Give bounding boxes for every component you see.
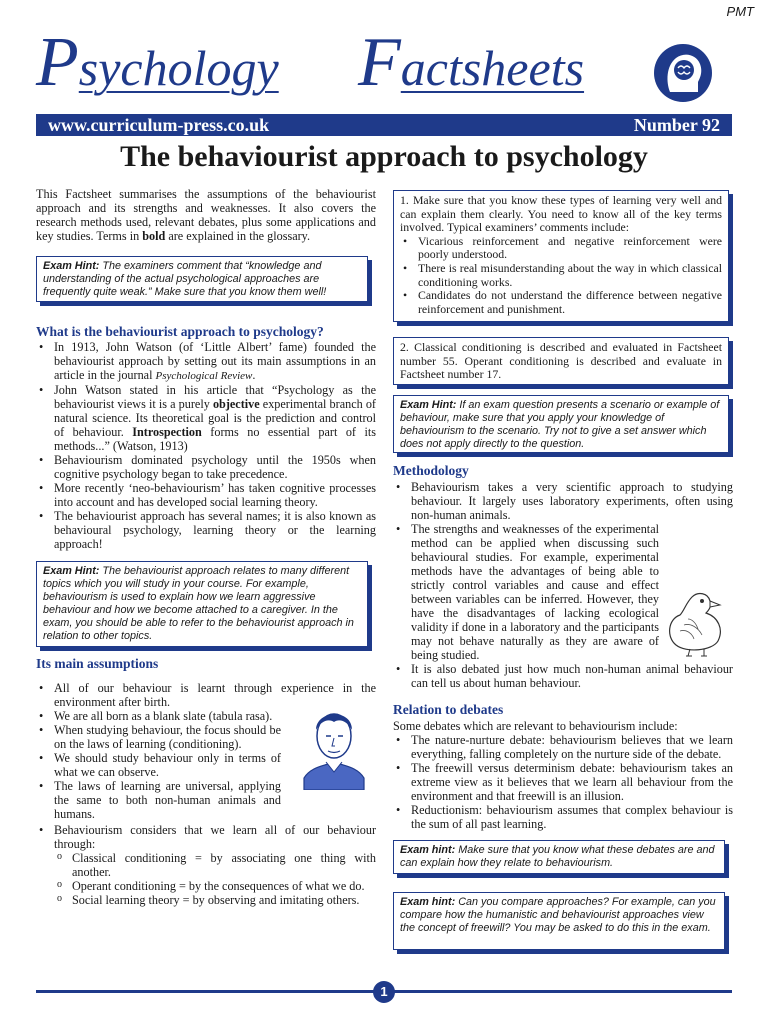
list-item: • It is also debated just how much non-human animal behaviour can tell us about human behaviour. xyxy=(393,662,733,690)
journal-name: Psychological Review xyxy=(155,370,253,382)
chick-icon xyxy=(662,583,732,657)
sublist-item: o Social learning theory = by observing and imitating others. xyxy=(54,893,376,907)
sublist-item: o Operant conditioning = by the consequences of what we do. xyxy=(54,879,376,893)
list-item: • Candidates do not understand the difference between negative reinforcement and punishment. xyxy=(400,289,722,316)
list-item: • We are all born as a blank slate (tabula rasa). xyxy=(36,709,281,723)
debates-list xyxy=(393,733,733,831)
list-item: • The behaviourist approach has several names; it is also known as behavioural psychology, learning theory or the learning approach! xyxy=(36,509,376,551)
exam-hint-box xyxy=(393,395,729,453)
list-item: • Behaviourism takes a very scientific approach to studying behaviour. It largely uses laboratory experiments, often using non-human animals. xyxy=(393,480,733,522)
hint-label: Exam Hint: xyxy=(400,399,457,411)
hint-text: The behaviourist approach relates to many different topics which you will study in your course. For example, behaviourism is used to explain how we learn aggressive behaviour and how we become attached to a caregiver. In the exam, you should be able to refer to the behaviourist approach in relation to other topics. xyxy=(43,565,354,642)
learning-sublist xyxy=(54,851,376,907)
masthead-cap-p: P xyxy=(36,24,79,101)
intro-text-end: are explained in the glossary. xyxy=(165,229,311,243)
hint-label: Exam Hint: xyxy=(43,260,100,272)
list-item: • Behaviourism dominated psychology until the 1950s when cognitive psychology began to take precedence. xyxy=(36,453,376,481)
list-item: • We should study behaviour only in terms of what we can observe. xyxy=(36,751,281,779)
sublist-item: o Classical conditioning = by associating one thing with another. xyxy=(54,851,376,879)
hint-text: Make sure that you know what these debates are and can explain how they relate to behaviourism. xyxy=(400,844,715,869)
list-item xyxy=(36,340,376,383)
head-brain-logo-icon xyxy=(652,42,714,104)
section-heading: What is the behaviourist approach to psychology? xyxy=(36,324,324,339)
debates-intro: Some debates which are relevant to behaviourism include: xyxy=(393,719,678,733)
masthead xyxy=(36,24,726,110)
hint-text: The examiners comment that “knowledge and understanding of the actual psychological approaches are frequently quite weak.” Make sure that you know them well! xyxy=(43,260,327,298)
list-item: • Vicarious reinforcement and negative reinforcement were poorly understood. xyxy=(400,235,722,262)
masthead-cap-f: F xyxy=(358,24,401,101)
item-text: Behaviourism considers that we learn all of our behaviour through: xyxy=(54,823,376,851)
list-item xyxy=(36,383,376,453)
section-heading: Relation to debates xyxy=(393,702,504,717)
corner-tag: PMT xyxy=(726,4,754,19)
item-text: John Watson stated in his article that “Psychology as the behaviourist views it is a purely xyxy=(54,383,376,411)
list-item: • Reductionism: behaviourism assumes that complex behaviour is the sum of all past learning. xyxy=(393,803,733,831)
list-item: • There is real misunderstanding about the way in which classical conditioning works. xyxy=(400,262,722,289)
page-number: 1 xyxy=(373,981,395,1003)
assumptions-bottom xyxy=(36,823,376,907)
hint-text: Can you compare approaches? For example, can you compare how the humanistic and behaviourist approaches view the concept of freewill? You may be asked to do this in the exam. xyxy=(400,896,716,934)
box-list xyxy=(400,235,722,317)
hint-label: Exam hint: xyxy=(400,896,456,908)
masthead-word-factsheets xyxy=(358,24,585,101)
learning-types-list xyxy=(36,823,376,907)
hint-label: Exam Hint: xyxy=(43,565,100,577)
list-item: • More recently ‘neo-behaviourism’ has taken cognitive processes into account and has developed social learning theory. xyxy=(36,481,376,509)
exam-hint-box xyxy=(393,892,725,950)
man-portrait-icon xyxy=(300,700,368,790)
term-objective: objective xyxy=(212,397,260,411)
debates-section xyxy=(393,719,733,831)
section-heading: Its main assumptions xyxy=(36,656,159,671)
item-text: experimental branch of natural science. Its theoretical goal is the prediction and control of behaviour. xyxy=(54,397,376,439)
section-heading: Methodology xyxy=(393,463,469,478)
what-list xyxy=(36,340,376,551)
list-item: • The laws of learning are universal, applying the same to both non-human animals and humans. xyxy=(36,779,281,821)
website-link[interactable]: www.curriculum-press.co.uk xyxy=(48,115,270,135)
list-item: • When studying behaviour, the focus should be on the laws of learning (conditioning). xyxy=(36,723,281,751)
hint-label: Exam hint: xyxy=(400,844,456,856)
header-banner xyxy=(36,114,732,136)
masthead-rest-1: sychology xyxy=(78,40,279,96)
hint-text: If an exam question presents a scenario or example of behaviour, make sure that you apply your knowledge of behaviourism to the scenario. Try not to give a set answer which does not apply directly to the question. xyxy=(400,399,720,450)
masthead-word-psychology xyxy=(36,24,279,101)
assumptions-list-narrow xyxy=(36,709,281,821)
intro-paragraph xyxy=(36,187,376,243)
list-item: • All of our behaviour is learnt through experience in the environment after birth. xyxy=(36,681,376,709)
item-text: In 1913, John Watson (of ‘Little Albert’ fame) founded the behaviourist approach by setting out its main assumptions in an article in the journal xyxy=(54,340,376,382)
exam-hint-box xyxy=(36,256,368,302)
exam-hint-box xyxy=(36,561,368,647)
masthead-rest-2: actsheets xyxy=(400,40,585,96)
list-item: • The freewill versus determinism debate: behaviourism takes an extreme view as it believes that we learn all behaviour from the environment and that freewill is an illusion. xyxy=(393,761,733,803)
intro-text-start: This Factsheet summarises the assumptions of the behaviourist approach and its strengths and weaknesses. It also covers the research methods used, relevant debates, plus some applications and key studies. Terms in xyxy=(36,187,376,243)
list-item xyxy=(36,823,376,907)
item-text-end: . xyxy=(252,368,256,382)
info-box-learning xyxy=(393,190,729,322)
item-text: forms no essential part of its methods...” (Watson, 1913) xyxy=(54,425,376,453)
list-item: • The nature-nurture debate: behaviourism believes that we learn everything, falling completely on the nurture side of the debate. xyxy=(393,733,733,761)
info-box-conditioning: 2. Classical conditioning is described and evaluated in Factsheet number 55. Operant conditioning is described and evaluate in Factsheet number 17. xyxy=(393,337,729,385)
item-text: • The strengths and weaknesses of the experimental method can be applied when discussing such behavioural studies. For example, experimental methods have the advantages of being able to strictly control variables and cause and effect between variables can be inferred. However, they have the disadvantages of lacking ecological validity if done in a laboratory and the participants may not behave naturally as they are aware of being studied. xyxy=(411,522,659,662)
term-introspection: Introspection xyxy=(132,425,202,439)
issue-number: Number 92 xyxy=(633,115,720,135)
intro-bold-word: bold xyxy=(142,229,166,243)
page-title: The behaviourist approach to psychology xyxy=(120,140,648,173)
box-intro: 1. Make sure that you know these types of learning very well and can explain them clearly. You need to know all of the key terms involved. Typical examiners’ comments include: xyxy=(400,193,722,235)
section-what xyxy=(36,324,376,551)
exam-hint-box xyxy=(393,840,725,874)
